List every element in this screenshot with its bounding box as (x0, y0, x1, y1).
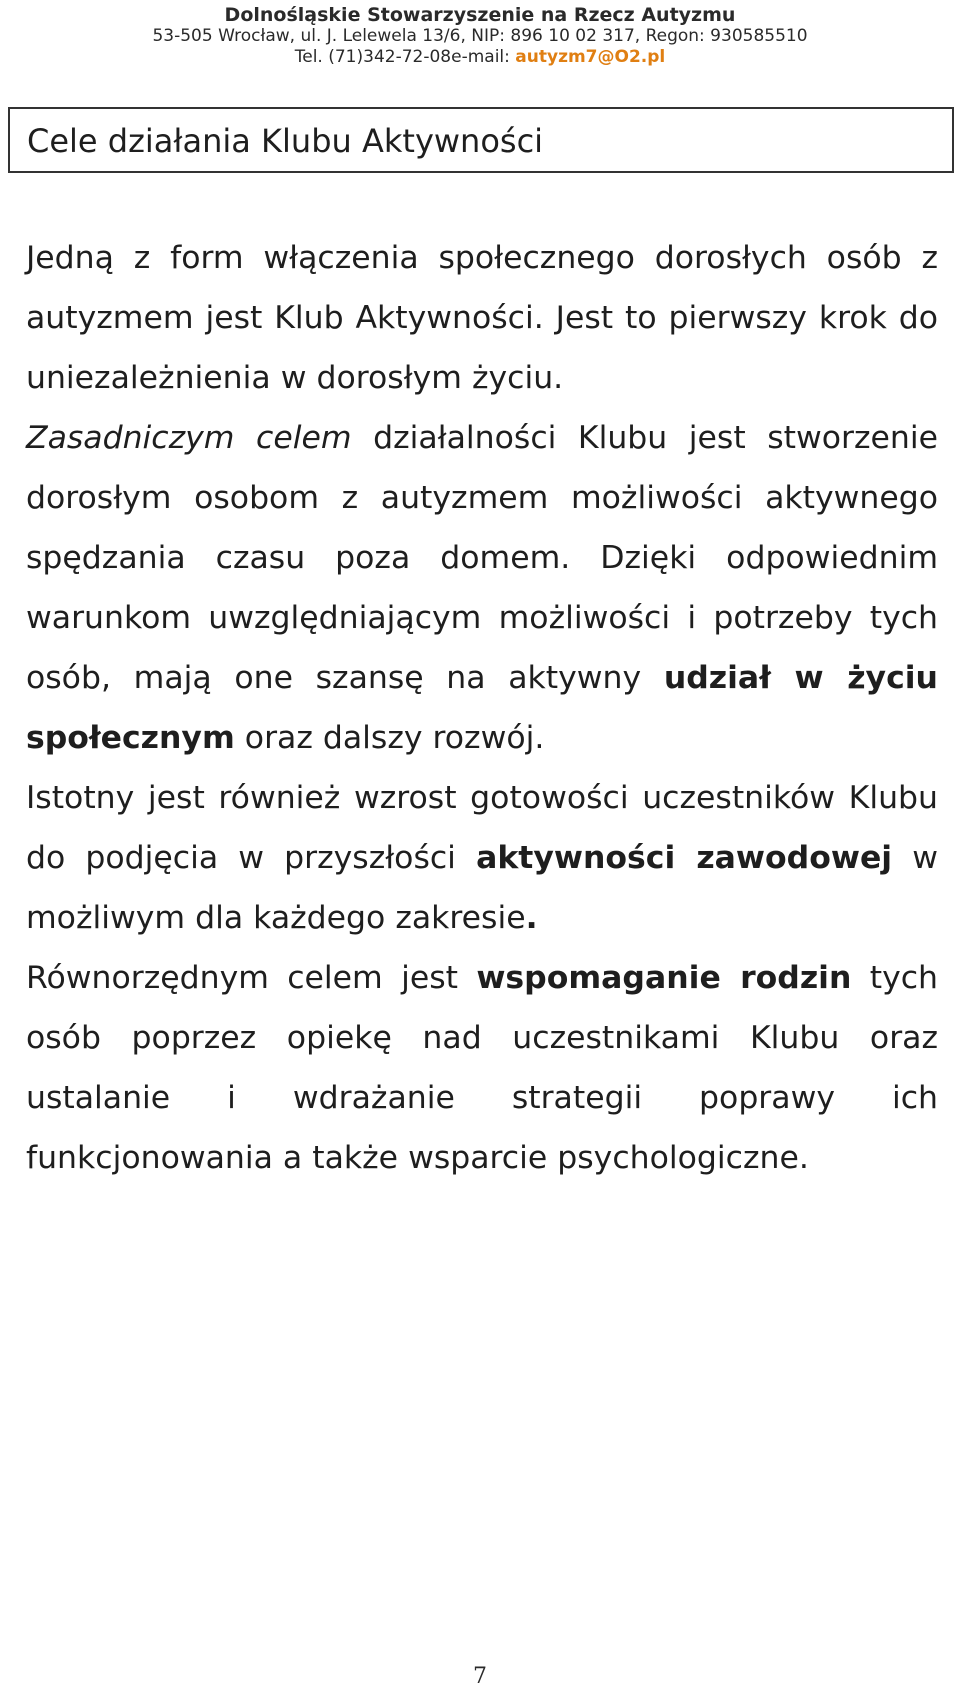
paragraph-work-readiness (26, 768, 938, 948)
phone-number: Tel. (71)342-72-08 (294, 47, 452, 67)
bold-period: . (525, 900, 538, 936)
section-title: Cele działania Klubu Aktywności (27, 122, 544, 160)
text-run: Równorzędnym celem jest (26, 960, 477, 996)
paragraph-family-support (26, 948, 938, 1188)
text-run: w możliwym dla każdego zakresie (26, 840, 938, 936)
email-link[interactable]: autyzm7@O2.pl (515, 47, 666, 67)
organization-address: 53-505 Wrocław, ul. J. Lelewela 13/6, NIP: 896 10 02 317, Regon: 930585510 (152, 26, 808, 46)
organization-contact (0, 47, 960, 68)
section-title-box (8, 107, 954, 173)
bold-phrase-social: udział w życiu społecznym (26, 660, 938, 756)
text-run: tych osób poprzez opiekę nad uczestnikami Klubu oraz ustalanie i wdrażanie strategii poprawy ich funkcjonowania a także wsparcie psychologiczne. (26, 960, 938, 1176)
organization-name: Dolnośląskie Stowarzyszenie na Rzecz Autyzmu (224, 4, 736, 26)
letterhead (0, 4, 960, 68)
bold-phrase-family: wspomaganie rodzin (476, 960, 852, 996)
text-run: działalności Klubu jest stworzenie dorosłym osobom z autyzmem możliwości aktywnego spędzania czasu poza domem. Dzięki odpowiednim warunkom uwzględniającym możliwości i potrzeby tych osób, mają one szansę na aktywny (26, 420, 938, 696)
text-run: oraz dalszy rozwój. (234, 720, 545, 756)
italic-phrase: Zasadniczym celem (26, 420, 352, 456)
paragraph-intro: Jedną z form włączenia społecznego dorosłych osób z autyzmem jest Klub Aktywności. Jest to pierwszy krok do uniezależnienia w dorosłym życiu. (26, 240, 938, 396)
bold-phrase-work: aktywności zawodowej (476, 840, 893, 876)
body-text (26, 228, 938, 1188)
page-number: 7 (473, 1664, 487, 1689)
text-run: Istotny jest również wzrost gotowości uczestników Klubu do podjęcia w przyszłości (26, 780, 938, 876)
email-label: e-mail: (451, 47, 516, 67)
paragraph-main-goal (26, 408, 938, 768)
